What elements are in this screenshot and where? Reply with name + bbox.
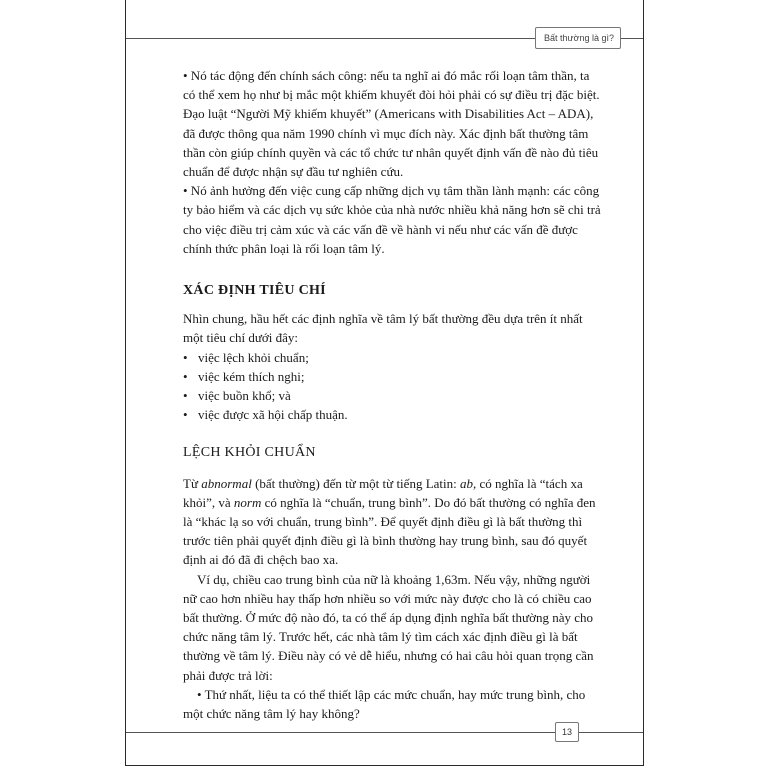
intro-bullet-mental-health-services: • Nó ảnh hưởng đến việc cung cấp những dịch vụ tâm thần lành mạnh: các công ty bảo hiểm và các dịch vụ sức khỏe của nhà nước nhiều khả năng hơn sẽ chi trả cho việc điều trị cảm xúc và các vấn đề về hành vi nếu như các vấn đề được chính thức phân loại là rối loạn tâm lý. xyxy=(183,183,601,256)
page-body xyxy=(183,66,601,723)
deviation-question-first: • Thứ nhất, liệu ta có thể thiết lập các mức chuẩn, hay mức trung bình, cho một chức năng tâm lý hay không? xyxy=(183,686,586,722)
criteria-list xyxy=(183,348,601,425)
criteria-item: • việc buồn khổ; và xyxy=(183,386,601,405)
page-number: 13 xyxy=(555,722,579,742)
section-heading-criteria: XÁC ĐỊNH TIÊU CHÍ xyxy=(183,283,326,299)
deviation-paragraph-example: Ví dụ, chiều cao trung bình của nữ là khoảng 1,63m. Nếu vậy, những người nữ cao hơn nhiều hay thấp hơn nhiều so với mức này được cho là có chiều cao bất thường. Ở mức độ nào đó, ta có thể áp dụng định nghĩa bất thường này cho chức năng tâm lý. Trước hết, các nhà tâm lý tìm cách xác định điều gì là bất thường về tâm lý. Điều này có vẻ dễ hiểu, nhưng có hai câu hỏi quan trọng cần phải được trả lời: xyxy=(183,571,594,683)
intro-bullet-public-policy: • Nó tác động đến chính sách công: nếu ta nghĩ ai đó mắc rối loạn tâm thần, ta có thể xem họ như bị mắc một khiếm khuyết đòi hỏi phải có sự điều trị đặc biệt. Đạo luật “Người Mỹ khiếm khuyết” (Americans with Disabilities Act – ADA), đã được thông qua năm 1990 chính vì mục đích này. Xác định bất thường tâm thần còn giúp chính quyền và các tổ chức tư nhân quyết định vấn đề nào đủ tiêu chuẩn để được nhận sự đầu tư nghiên cứu. xyxy=(183,68,600,180)
book-page xyxy=(125,0,644,766)
running-head: Bất thường là gì? xyxy=(535,27,621,49)
criteria-item: • việc được xã hội chấp thuận. xyxy=(183,405,601,424)
section-heading-deviation: LỆCH KHỎI CHUẨN xyxy=(183,445,316,461)
criteria-item: • việc kém thích nghi; xyxy=(183,367,601,386)
deviation-paragraph-etymology: Từ abnormal (bất thường) đến từ một từ tiếng Latin: ab, có nghĩa là “tách xa khỏi”, và norm có nghĩa là “chuẩn, trung bình”. Do đó bất thường có nghĩa đen là “khác lạ so với chuẩn, trung bình”. Để quyết định điều gì là bất thường thì trước tiên phải quyết định điều gì là bình thường hay trung bình, sau đó quyết định ai đó đã đi chệch bao xa. xyxy=(183,475,596,568)
criteria-intro: Nhìn chung, hầu hết các định nghĩa về tâm lý bất thường đều dựa trên ít nhất một tiêu chí dưới đây: xyxy=(183,311,583,346)
criteria-item: • việc lệch khỏi chuẩn; xyxy=(183,348,601,367)
